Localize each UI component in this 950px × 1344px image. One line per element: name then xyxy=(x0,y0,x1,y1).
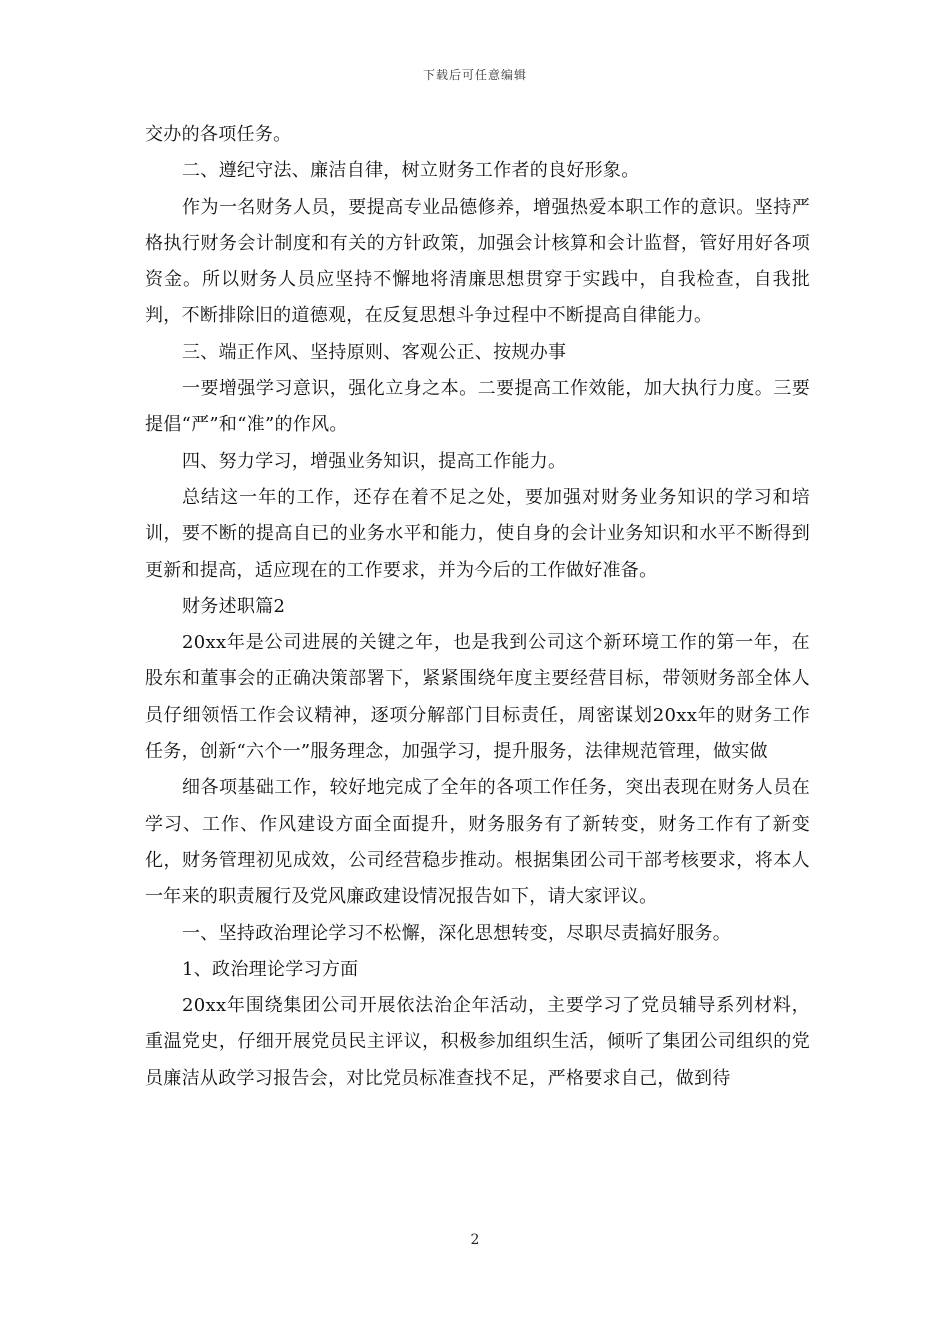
paragraph-2: 二、遵纪守法、廉洁自律，树立财务工作者的良好形象。 xyxy=(182,160,640,182)
paragraph-12: 1、政治理论学习方面 xyxy=(182,958,359,980)
section-heading: 财务述职篇2 xyxy=(182,595,286,617)
paragraph-6: 四、努力学习，增强业务知识，提高工作能力。 xyxy=(182,450,567,472)
paragraph-13: 20xx年围绕集团公司开展依法治企年活动，主要学习了党员辅导系列材料，重温党史，仔细开展党员民主评议，积极参加组织生活，倾听了集团公司组织的党员廉洁从政学习报告会，对比党员标准查找不足，严格要求自己，做到待 xyxy=(145,995,810,1089)
page-header-note: 下载后可任意编辑 xyxy=(422,68,527,82)
document-body xyxy=(145,117,810,1097)
paragraph-1: 交办的各项任务。 xyxy=(145,124,292,145)
paragraph-9: 20xx年是公司进展的关键之年，也是我到公司这个新环境工作的第一年，在股东和董事会的正确决策部署下，紧紧围绕年度主要经营目标，带领财务部全体人员仔细领悟工作会议精神，逐项分解部门目标责任，周密谋划20xx年的财务工作任务，创新“六个一”服务理念，加强学习，提升服务，法律规范管理，做实做 xyxy=(145,632,810,763)
paragraph-11: 一、坚持政治理论学习不松懈，深化思想转变，尽职尽责搞好服务。 xyxy=(182,922,731,944)
paragraph-4: 三、端正作风、坚持原则、客观公正、按规办事 xyxy=(182,341,567,363)
paragraph-7: 总结这一年的工作，还存在着不足之处，要加强对财务业务知识的学习和培训，要不断的提高自已的业务水平和能力，使自身的会计业务知识和水平不断得到更新和提高，适应现在的工作要求，并为今后的工作做好准备。 xyxy=(145,486,810,581)
page-number: 2 xyxy=(470,1232,480,1248)
paragraph-3: 作为一名财务人员，要提高专业品德修养，增强热爱本职工作的意识。坚持严格执行财务会计制度和有关的方针政策，加强会计核算和会计监督，管好用好各项资金。所以财务人员应坚持不懈地将清廉思想贯穿于实践中，自我检查，自我批判，不断排除旧的道德观，在反复思想斗争过程中不断提高自律能力。 xyxy=(145,196,810,327)
paragraph-5: 一要增强学习意识，强化立身之本。二要提高工作效能，加大执行力度。三要提倡“严”和“准”的作风。 xyxy=(145,378,810,436)
paragraph-10: 细各项基础工作，较好地完成了全年的各项工作任务，突出表现在财务人员在学习、工作、作风建设方面全面提升，财务服务有了新转变，财务工作有了新变化，财务管理初见成效，公司经营稳步推动。根据集团公司干部考核要求，将本人一年来的职责履行及党风廉政建设情况报告如下，请大家评议。 xyxy=(145,777,810,908)
